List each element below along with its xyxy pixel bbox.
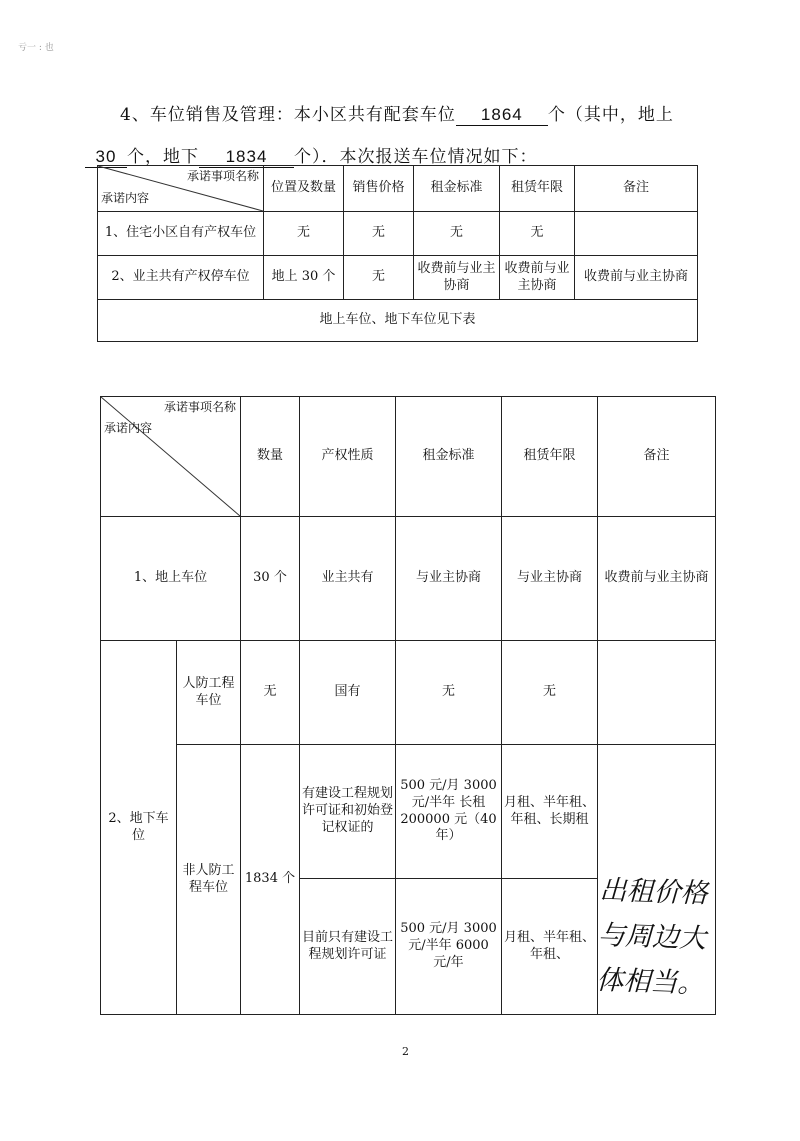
above-ground-value: 30 <box>85 147 127 168</box>
table-cell: 有建设工程规划许可证和初始登记权证的 <box>300 745 396 879</box>
table-cell: 国有 <box>300 641 396 745</box>
row-label: 2、地下车位 <box>101 641 177 1015</box>
intro-text-d: 个）．本次报送车位情况如下： <box>294 147 538 167</box>
table-cell: 与业主协商 <box>396 517 502 641</box>
col-header: 产权性质 <box>300 397 396 517</box>
table-cell: 无 <box>396 641 502 745</box>
handwritten-note: 出租价格与周边大体相当。 <box>595 874 709 1000</box>
diagonal-header <box>101 397 241 517</box>
row-label: 1、住宅小区自有产权车位 <box>98 212 264 256</box>
table-cell: 无 <box>344 256 414 300</box>
parking-summary-table <box>97 165 698 342</box>
col-header: 租金标准 <box>414 166 500 212</box>
table-cell: 收费前与业主协商 <box>575 256 698 300</box>
intro-text-b: 个（其中，地上 <box>547 105 674 125</box>
diagonal-header <box>98 166 264 212</box>
table-cell: 收费前与业主协商 <box>500 256 575 300</box>
table-cell: 月租、半年租、年租、长期租 <box>502 745 598 879</box>
table-cell: 30 个 <box>241 517 300 641</box>
table-cell: 无 <box>344 212 414 256</box>
intro-text-c: 个，地下 <box>127 147 199 167</box>
table-cell: 目前只有建设工程规划许可证 <box>300 879 396 1015</box>
diagonal-header-bottom: 承诺内容 <box>101 191 150 206</box>
col-header: 销售价格 <box>344 166 414 212</box>
col-header: 租赁年限 <box>502 397 598 517</box>
col-header: 位置及数量 <box>264 166 344 212</box>
table-cell: 无 <box>414 212 500 256</box>
table-cell: 500 元/月 3000 元/半年 长租 200000 元（40 年） <box>396 745 502 879</box>
table-cell: 与业主协商 <box>502 517 598 641</box>
table-cell <box>598 641 716 745</box>
intro-line-1 <box>120 100 674 126</box>
table-cell: 月租、半年租、年租、 <box>502 879 598 1015</box>
total-spaces-value: 1864 <box>456 105 548 126</box>
table-cell: 收费前与业主协商 <box>414 256 500 300</box>
diagonal-header-top: 承诺事项名称 <box>163 400 236 414</box>
table-cell: 无 <box>241 641 300 745</box>
table-cell: 1834 个 <box>241 745 300 1015</box>
diagonal-header-bottom: 承诺内容 <box>104 421 153 435</box>
intro-text-a: 4、车位销售及管理：本小区共有配套车位 <box>120 105 456 125</box>
sub-label: 非人防工程车位 <box>177 745 241 1015</box>
table-cell: 无 <box>500 212 575 256</box>
col-header: 租赁年限 <box>500 166 575 212</box>
diagonal-header-top: 承诺事项名称 <box>186 169 259 183</box>
table-cell: 业主共有 <box>300 517 396 641</box>
col-header: 备注 <box>575 166 698 212</box>
row-label: 2、业主共有产权停车位 <box>98 256 264 300</box>
col-header: 租金标准 <box>396 397 502 517</box>
page-number: 2 <box>402 1045 409 1058</box>
below-ground-value: 1834 <box>199 147 294 168</box>
scan-mark: 亏一 : 也 <box>18 43 54 53</box>
table-cell: 500 元/月 3000 元/半年 6000 元/年 <box>396 879 502 1015</box>
table-cell: 无 <box>502 641 598 745</box>
table-cell: 无 <box>264 212 344 256</box>
table-cell <box>575 212 698 256</box>
row-label: 1、地上车位 <box>101 517 241 641</box>
table-cell: 地上 30 个 <box>264 256 344 300</box>
table-cell: 收费前与业主协商 <box>598 517 716 641</box>
table-note: 地上车位、地下车位见下表 <box>98 300 698 342</box>
sub-label: 人防工程车位 <box>177 641 241 745</box>
col-header: 数量 <box>241 397 300 517</box>
col-header: 备注 <box>598 397 716 517</box>
